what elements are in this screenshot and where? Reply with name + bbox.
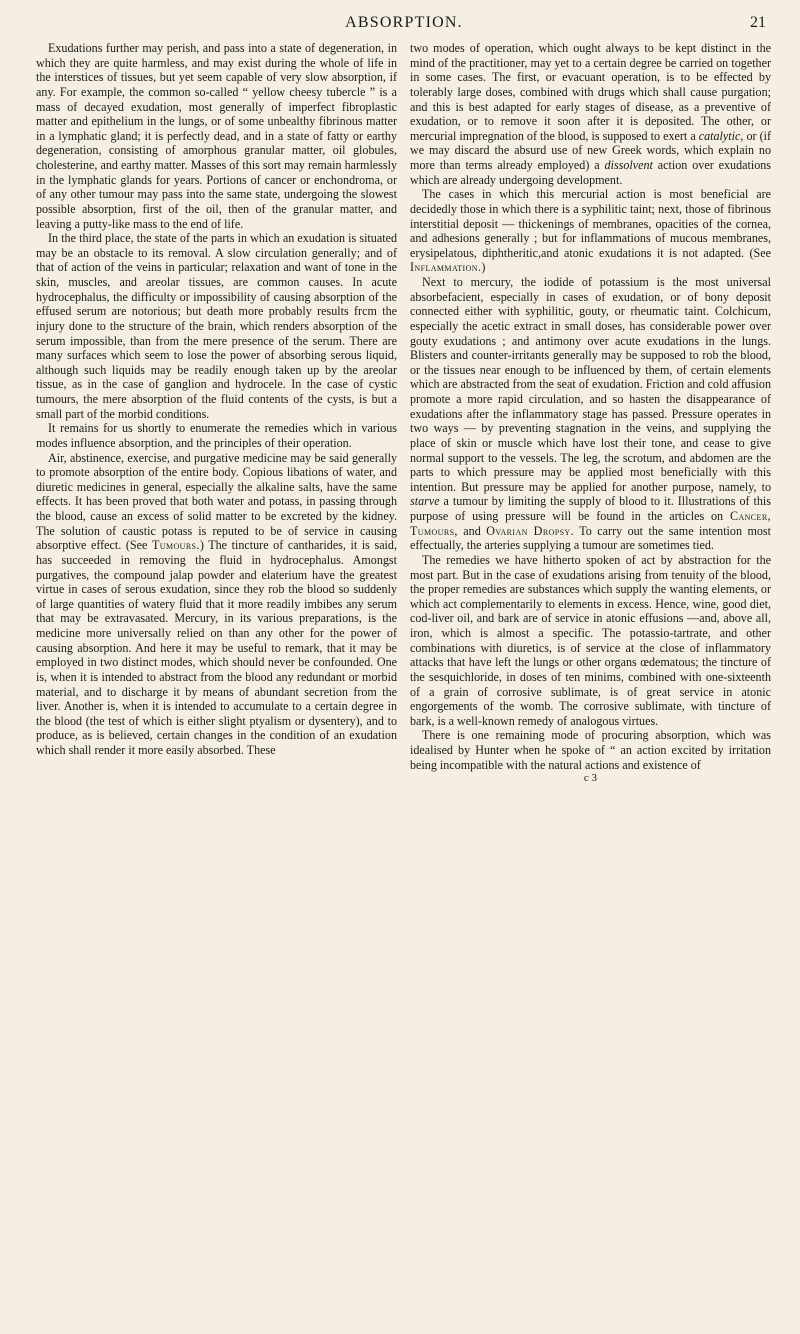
text-run: a tumour by limiting the supply of blood to it. Illustrations of this purpose of using pressure will be found in the articles on [410, 494, 772, 523]
paragraph: It remains for us shortly to enumerate the remedies which in various modes influence absorption, and the principles of their operation. [36, 421, 397, 450]
paragraph [410, 41, 771, 187]
cross-reference: Inflammation. [410, 260, 482, 275]
text-run: Air, abstinence, exercise, and purgative medicine may be said generally to promote absorption of the entire body. Copious libations of water, and diuretic medicines in general, especially the alkaline salts, have the same effects. It has been proved that both water and potass, in passing through the blood, cause an excess of solid matter to be excreted by the kidney. The solution of caustic potass is reputed to be of service in causing absorptive effect. (See [36, 450, 397, 553]
text-run: To carry out the same intention most effectually, the arteries supplying a tumour are sometimes tied. [410, 523, 771, 553]
page-number: 21 [750, 14, 766, 31]
paragraph [36, 451, 397, 758]
paragraph [410, 275, 771, 553]
running-title: ABSORPTION. [345, 14, 463, 31]
signature-mark: c 3 [583, 772, 598, 785]
emphasis: starve [410, 494, 440, 509]
text-run: The cases in which this mercurial action is most beneficial are decidedly those in which there is a syphilitic taint; next, those of fibrinous interstitial deposit — thickenings of membranes, opacities of the cornea, and adhesions generally ; but for inflammations of mucous membranes, erysipelatous, diphtheritic,and atonic exudations it is not adapted. (See [410, 187, 771, 260]
emphasis: catalytic [698, 128, 741, 143]
paragraph: In the third place, the state of the parts in which an exudation is situated may be an obstacle to its removal. A slow circulation generally; and of that of action of the veins in particular; relaxation and want of tone in the skin, muscles, and areolar tissues, are common causes. In acute hydrocephalus, the difficulty or impossibility of causing absorption of the effused serum are notorious; but death more probably results frcm the injury done to the structure of the brain, which renders absorption of the serum impossible, than from the mere presence of the serum. There are many surfaces which seem to lose the power of absorbing serous liquid, although such liquids may be readily enough taken up by the areolar tissue, as in the case of ganglion and hydrocele. In the case of cystic tumours, the mere absorption of the fluid contents of the cysts, is but a small part of the morbid conditions. [36, 231, 397, 421]
right-column [410, 41, 771, 784]
cross-reference: Tumours. [151, 538, 200, 553]
cross-reference: Cancer, Tumours, [410, 509, 771, 538]
text-run: , or (if we may discard the absurd use of new Greek words, which explain no more than terms already employed) a [410, 128, 771, 172]
text-run: two modes of operation, which ought always to be kept distinct in the mind of the practitioner, may yet to a certain degree be carried on together in some cases. The first, or evacuant operation, is to be effected by tolerably large doses, combined with drugs which shall cause purgation; and this is best adapted for early stages of disease, as a preventive of exudation, or to remove it soon after it is deposited. The other, or mercurial impregnation of the blood, is supposed to exert a [410, 41, 771, 143]
text-run: action over exudations which are already undergoing development. [410, 158, 772, 187]
left-column [36, 41, 397, 758]
cross-reference: Ovarian Dropsy. [486, 523, 575, 538]
text-run: Next to mercury, the iodide of potassium is the most universal absorbefacient, especially in cases of exudation, or of bony deposit connected either with syphilitic, gouty, or rheumatic taint. Colchicum, especially the acetic extract in small doses, has considerable power over gouty exudations ; and antimony over acute exudations in the lungs. Blisters and counter-irritants generally may be supposed to rob the blood, or the tissues near enough to be influenced by them, of certain elements which are abstracted from the seat of exudation. Friction and cold affusion promote a more rapid circulation, and so hasten the disappearance of exudations after the inflammatory stage has passed. Pressure operates in two ways — by preventing stagnation in the veins, and supplying the place of skin or muscle which have lost their tone, and cease to give normal support to the vessels. The leg, the scrotum, and abdomen are the parts to which pressure may be applied most beneficially with this intention. But pressure may be applied for another purpose, namely, to [410, 275, 771, 494]
paragraph [410, 187, 771, 275]
running-head [38, 14, 770, 36]
emphasis: dissolvent [604, 158, 653, 172]
text-run: ) The tincture of cantharides, it is said, has succeeded in removing the fluid in hydrocephalus. Amongst purgatives, the compound jalap powder and elaterium have the greatest virtue in cases of serous exudation, since they rob the blood so suddenly of large quantities of watery fluid that it more readily imbibes any serum that may be extravasated. Mercury, in its various preparations, is the medicine more universally relied on than any other for the power of causing absorption. And here it may be useful to remark, that it may be employed in two distinct modes, which should never be confounded. One is, when it is intended to abstract from the blood any redundant or morbid material, and to discharge it by means of abundant secretion from the liver. Another is, when it is intended to accumulate to a certain degree in the blood (the test of which is either slight ptyalism or dysentery), and to produce, as is believed, certain changes in the condition of an exudation which shall render it more easily absorbed. These [36, 538, 397, 757]
paragraph: Exudations further may perish, and pass into a state of degeneration, in which they are quite harmless, and may exist during the whole of life in the interstices of tissues, but yet seem capable of very slow absorption, if any. For example, the common so-called “ yellow cheesy tubercle ” is a mass of decayed exudation, most generally of imperfect fibroplastic matter and epithelium in the lungs, or of some unbealthy fibrinous matter in a lymphatic gland; it is perfectly dead, and in a state of fatty or earthy degeneration, consisting of amorphous granular matter, oil globules, cholesterine, and earthy matter. Masses of this sort may remain harmlessly in the lymphatic glands for years. Portions of cancer or enchondroma, or of any other tumour may pass into the same state, undergoing the slowest possible absorption, first of the oil, then of the granular matter, and leaving a putty-like mass to the end of life. [36, 41, 397, 231]
text-run: ) [481, 260, 486, 275]
paragraph: There is one remaining mode of procuring absorption, which was idealised by Hunter when he spoke of “ an action excited by irritation being incompatible with the natural actions and existence of [410, 728, 771, 772]
text-run: and [463, 523, 481, 538]
paragraph: The remedies we have hitherto spoken of act by abstraction for the most part. But in the case of exudations arising from tenuity of the blood, the proper remedies are substances which supply the wanting elements, or which act complementarily to elements in excess. Hence, wine, good diet, cod-liver oil, and bark are of service in atonic effusions —and, above all, iron, which is almost a specific. The potassio-tartrate, and other combinations with diuretics, is of service at the close of inflammatory attacks that have left the lungs or other organs œdematous; the tincture of the sesquichloride, in doses of ten minims, combined with one-sixteenth of a grain of corrosive sublimate, is of great service in atonic engorgements of the womb. The corrosive sublimate, with tincture of bark, is a well-known remedy of analogous virtues. [410, 552, 771, 728]
